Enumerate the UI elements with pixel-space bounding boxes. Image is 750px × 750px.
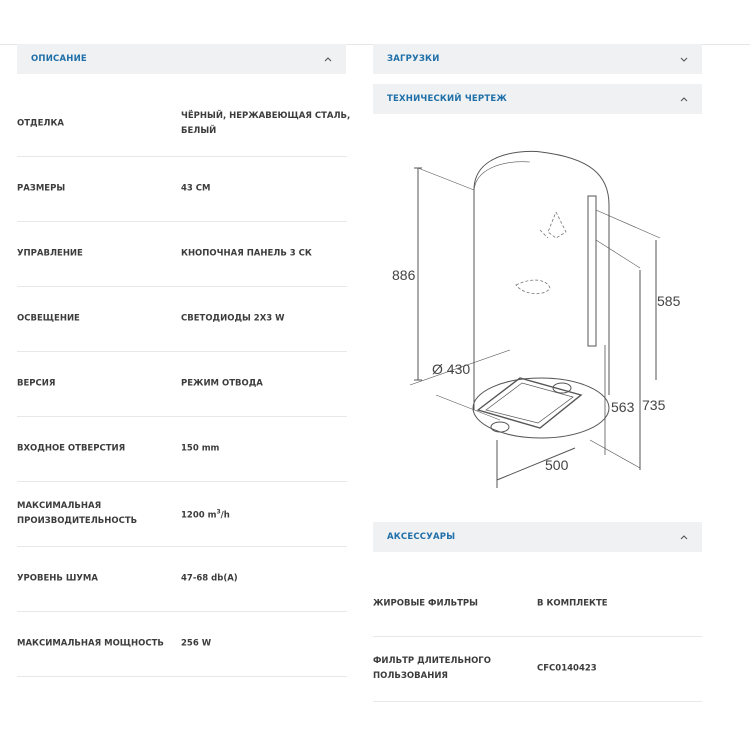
accordion-technical-drawing-label: ТЕХНИЧЕСКИЙ ЧЕРТЕЖ	[387, 94, 507, 104]
dim-735: 735	[642, 397, 666, 413]
spec-key: ВЕРСИЯ	[17, 378, 56, 389]
table-row	[373, 572, 702, 637]
dim-886: 886	[392, 267, 416, 283]
table-row	[17, 92, 351, 157]
spec-value: СВЕТОДИОДЫ 2Х3 W	[181, 313, 285, 324]
accordion-downloads-label: ЗАГРУЗКИ	[387, 54, 440, 64]
accordion-accessories-label: АКСЕССУАРЫ	[387, 532, 456, 542]
accessory-value: В КОМПЛЕКТЕ	[537, 598, 608, 609]
dim-585: 585	[657, 293, 681, 309]
accordion-downloads[interactable]	[373, 44, 702, 74]
dim-500: 500	[545, 457, 569, 473]
table-row	[17, 482, 347, 547]
spec-value: РЕЖИМ ОТВОДА	[181, 378, 263, 389]
chevron-up-icon	[322, 54, 334, 64]
spec-key: ОСВЕЩЕНИЕ	[17, 313, 80, 324]
spec-value-main: 1200 m	[181, 510, 217, 521]
spec-table	[17, 92, 351, 677]
spec-key: ВХОДНОЕ ОТВЕРСТИЯ	[17, 443, 126, 454]
spec-key: УПРАВЛЕНИЕ	[17, 248, 83, 259]
spec-key: МАКСИМАЛЬНАЯ ПРОИЗВОДИТЕЛЬНОСТЬ	[17, 501, 138, 526]
table-row	[17, 417, 347, 482]
table-row	[17, 157, 347, 222]
spec-value: ЧЁРНЫЙ, НЕРЖАВЕЮЩАЯ СТАЛЬ, БЕЛЫЙ	[181, 111, 351, 136]
dim-diameter: Ø 430	[432, 361, 471, 377]
spec-value-tail: /h	[220, 510, 230, 521]
spec-value-sup: 3	[216, 508, 221, 516]
accordion-description[interactable]	[17, 44, 346, 74]
accessories-table	[373, 572, 702, 702]
accessory-key: ФИЛЬТР ДЛИТЕЛЬНОГО ПОЛЬЗОВАНИЯ	[373, 656, 491, 681]
spec-value	[181, 505, 351, 524]
chevron-up-icon	[678, 94, 690, 104]
chevron-down-icon	[678, 54, 690, 64]
spec-value: 43 CM	[181, 183, 211, 194]
accessory-value: CFC0140423	[537, 663, 597, 674]
spec-value: 256 W	[181, 638, 212, 649]
table-row	[17, 352, 347, 417]
spec-key: РАЗМЕРЫ	[17, 183, 66, 194]
accordion-accessories[interactable]	[373, 522, 702, 552]
accessory-key: ЖИРОВЫЕ ФИЛЬТРЫ	[373, 598, 478, 609]
spec-value: 150 mm	[181, 443, 220, 454]
spec-key: МАКСИМАЛЬНАЯ МОЩНОСТЬ	[17, 638, 164, 649]
accordion-description-label: ОПИСАНИЕ	[31, 54, 87, 64]
spec-value: КНОПОЧНАЯ ПАНЕЛЬ 3 СК	[181, 248, 312, 259]
spec-key: УРОВЕНЬ ШУМА	[17, 573, 98, 584]
technical-drawing	[373, 120, 702, 504]
table-row	[17, 612, 347, 677]
chevron-up-icon	[678, 532, 690, 542]
dim-563: 563	[611, 399, 635, 415]
spec-key: ОТДЕЛКА	[17, 118, 64, 129]
table-row	[17, 547, 347, 612]
table-row	[17, 222, 347, 287]
accordion-technical-drawing[interactable]	[373, 84, 702, 114]
spec-value: 47-68 db(A)	[181, 573, 238, 584]
table-row	[373, 637, 702, 702]
table-row	[17, 287, 347, 352]
